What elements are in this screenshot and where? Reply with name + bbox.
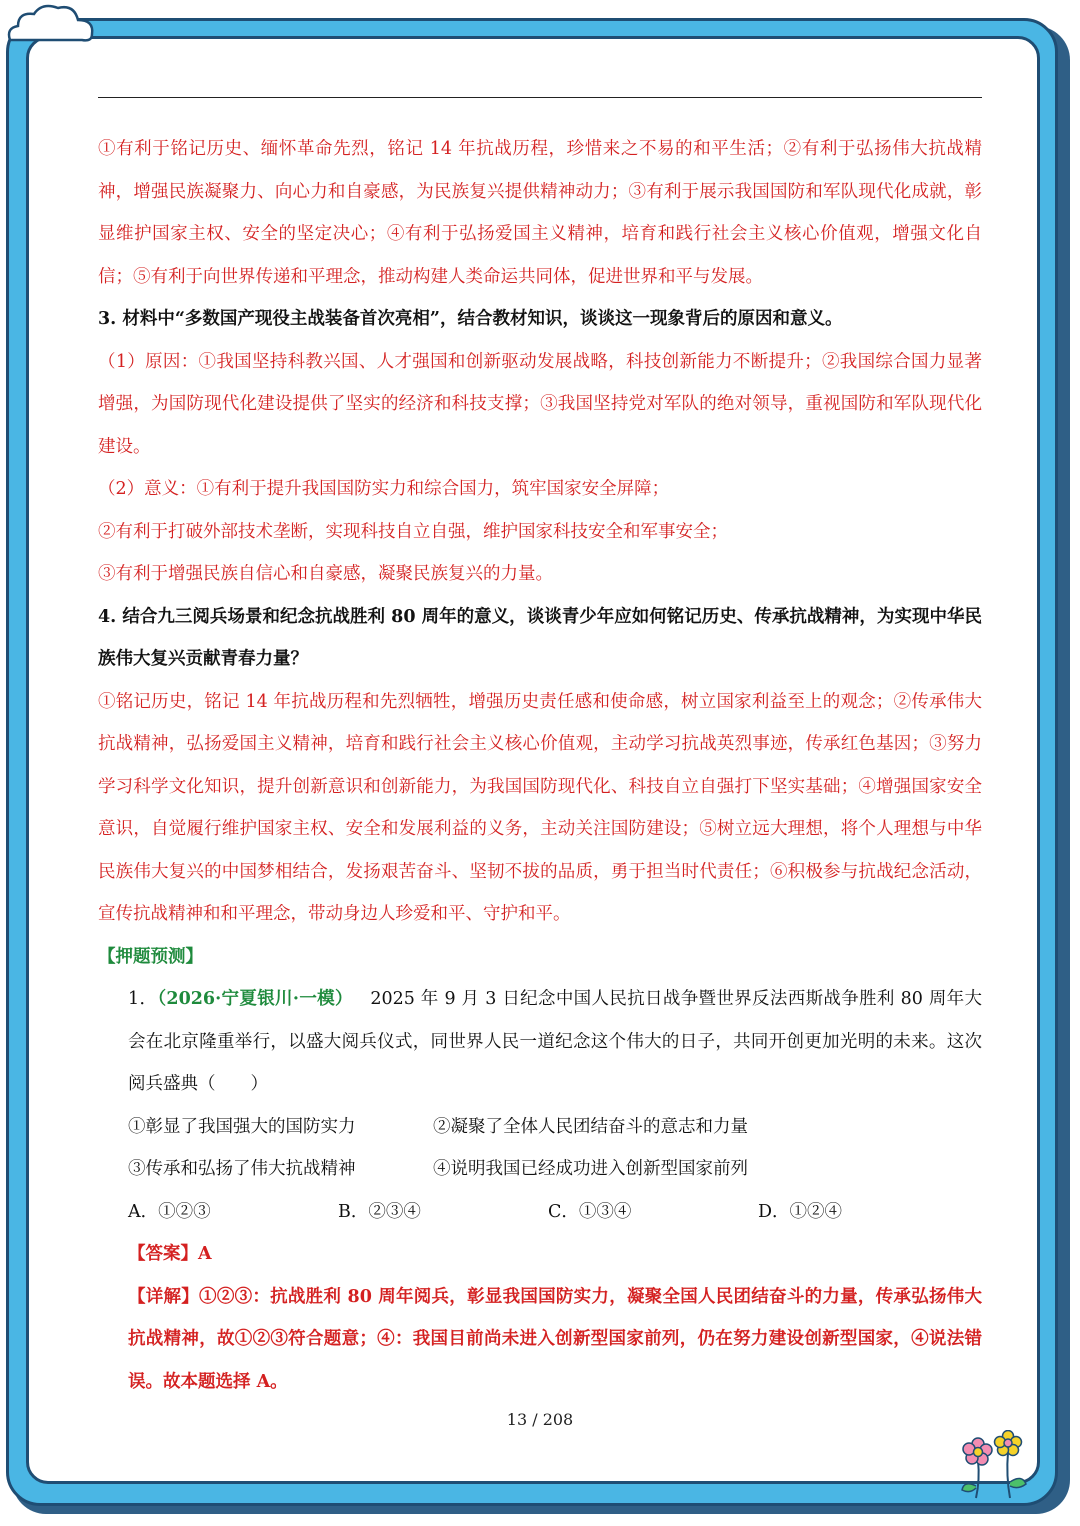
question-3: 3. 材料中“多数国产现役主战装备首次亮相”，结合教材知识，谈谈这一现象背后的原因和意义。 [98, 309, 843, 329]
question-1-stem [98, 978, 982, 1106]
answer-4: ①铭记历史，铭记 14 年抗战历程和先烈牺牲，增强历史责任感和使命感，树立国家利益至上的观念；②传承伟大抗战精神，弘扬爱国主义精神，培育和践行社会主义核心价值观，主动学习抗战英烈事迹，传承红色基因；③努力学习科学文化知识，提升创新意识和创新能力，为我国国防现代化、科技自立自强打下坚实基础；④增强国家安全意识，自觉履行维护国家主权、安全和发展利益的义务，主动关注国防建设；⑤树立远大理想，将个人理想与中华民族伟大复兴的中国梦相结合，发扬艰苦奋斗、坚韧不拔的品质，勇于担当时代责任；⑥积极参与抗战纪念活动，宣传抗战精神和和平理念，带动身边人珍爱和平、守护和平。 [98, 691, 982, 924]
page-number: 13 / 208 [506, 1410, 574, 1429]
choice-b: B．②③④ [338, 1201, 421, 1222]
statement-1: ①彰显了我国强大的国防实力 [128, 1116, 356, 1137]
question-1-text: 2025 年 9 月 3 日纪念中国人民抗日战争暨世界反法西斯战争胜利 80 周年大会在北京隆重举行，以盛大阅兵仪式，同世界人民一道纪念这个伟大的日子，共同开创更加光明的未来。这次阅兵盛典（ ） [128, 989, 983, 1094]
statement-3: ③传承和弘扬了伟大抗战精神 [128, 1159, 356, 1179]
question-4: 4. 结合九三阅兵场景和纪念抗战胜利 80 周年的意义，谈谈青少年应如何铭记历史、传承抗战精神，为实现中华民族伟大复兴贡献青春力量？ [98, 606, 982, 669]
cloud-icon [4, 0, 96, 44]
statement-4: ④说明我国已经成功进入创新型国家前列 [433, 1159, 748, 1179]
statement-row-2 [98, 1148, 982, 1191]
question-1-number: 1． [128, 989, 158, 1009]
page-content [98, 97, 982, 1403]
answer-label: 【答案】A [128, 1244, 212, 1264]
answer-3-meaning-2: ②有利于打破外部技术垄断，实现科技自立自强，维护国家科技安全和军事安全； [98, 521, 728, 542]
statement-2: ②凝聚了全体人民团结奋斗的意志和力量 [433, 1116, 748, 1137]
answer-paragraph-2: ①有利于铭记历史、缅怀革命先烈，铭记 14 年抗战历程，珍惜来之不易的和平生活；②有利于弘扬伟大抗战精神，增强民族凝聚力、向心力和自豪感，为民族复兴提供精神动力；③有利于展示我国国防和军队现代化成就，彰显维护国家主权、安全的坚定决心；④有利于弘扬爱国主义精神，培育和践行社会主义核心价值观，增强文化自信；⑤有利于向世界传递和平理念，推动构建人类命运共同体，促进世界和平与发展。 [98, 139, 982, 287]
header-rule [98, 97, 982, 98]
section-title: 【押题预测】 [98, 946, 203, 967]
choice-c: C．①③④ [548, 1201, 632, 1222]
answer-3-meaning: （2）意义：①有利于提升我国国防实力和综合国力，筑牢国家安全屏障； [98, 479, 670, 499]
flowers-icon [956, 1430, 1040, 1500]
choice-a: A．①②③ [128, 1201, 211, 1222]
choice-row [98, 1191, 982, 1234]
choice-d: D．①②④ [758, 1201, 843, 1222]
question-1-source: （2026·宁夏银川·一模） [157, 989, 353, 1009]
answer-3-meaning-3: ③有利于增强民族自信心和自豪感，凝聚民族复兴的力量。 [98, 564, 553, 584]
statement-row-1 [98, 1106, 982, 1149]
explanation: 【详解】①②③：抗战胜利 80 周年阅兵，彰显我国国防实力，凝聚全国人民团结奋斗的力量，传承弘扬伟大抗战精神，故①②③符合题意；④：我国目前尚未进入创新型国家前列，仍在努力建设创新型国家，④说法错误。故本题选择 A。 [128, 1286, 982, 1392]
answer-3-reason: （1）原因：①我国坚持科教兴国、人才强国和创新驱动发展战略，科技创新能力不断提升；②我国综合国力显著增强，为国防现代化建设提供了坚实的经济和科技支撑；③我国坚持党对军队的绝对领导，重视国防和军队现代化建设。 [98, 351, 982, 457]
